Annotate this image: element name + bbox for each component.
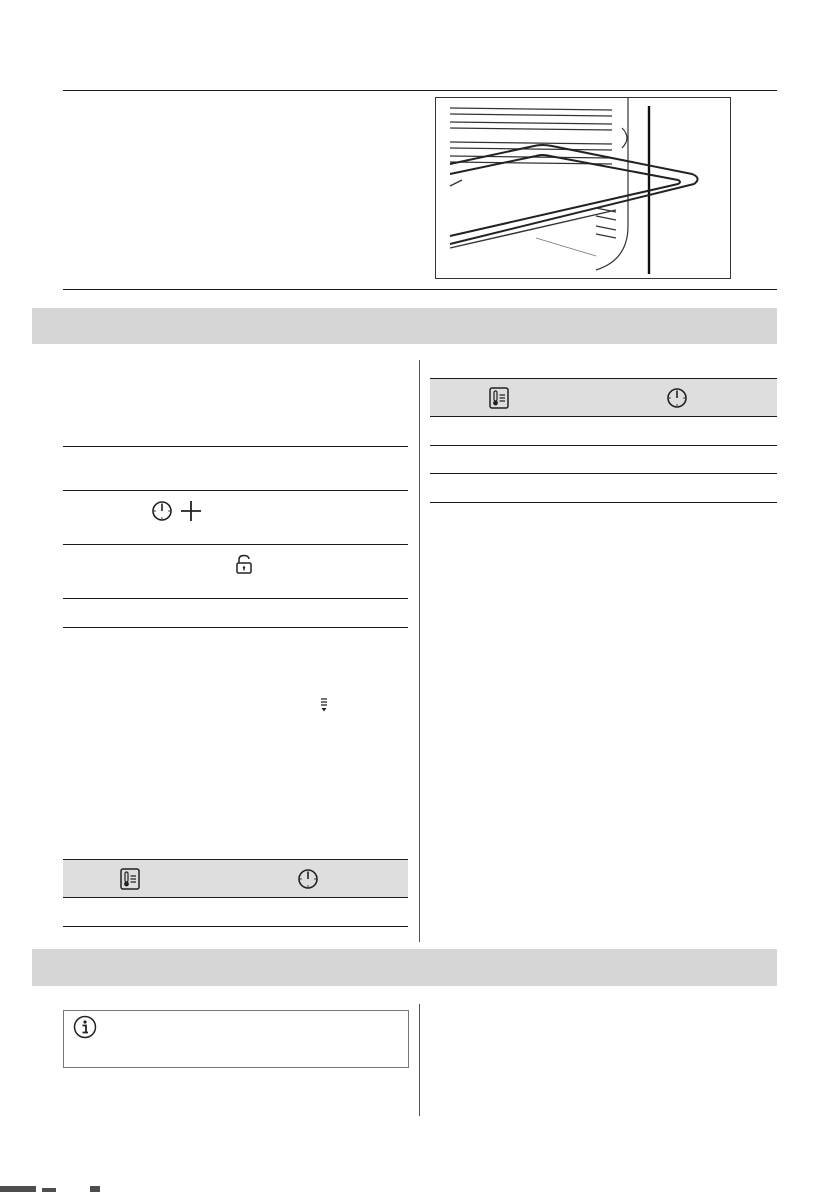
section-heading-band [32,949,777,986]
figure-bottom-rule [63,289,777,290]
right-table-row-rule [430,445,777,446]
clock-icon [151,500,173,522]
right-table-header [430,378,777,417]
clock-icon [297,868,319,890]
steps-table-row-rule [63,598,408,599]
top-rule [63,90,777,91]
steps-table-row-rule [63,490,408,491]
plus-icon [179,499,203,523]
right-table-row-rule [430,473,777,474]
steps-table-row-rule [63,544,408,545]
section-heading-band [32,308,777,344]
left-table-bottom-rule [63,926,408,927]
right-table-bottom-rule [430,502,777,503]
meat-probe-icon [120,868,140,890]
meat-probe-icon [489,387,509,409]
clock-icon [666,387,688,409]
steps-table-bottom-rule [63,627,408,628]
unlock-icon [235,554,253,574]
right-table-header-rule [430,416,777,417]
steps-table-top-rule [63,446,408,447]
oven-tray-illustration [435,97,731,279]
heat-level-icon [320,697,328,713]
footer-mark [0,1186,36,1192]
column-divider [419,360,420,942]
left-table-header-rule [63,897,408,898]
info-icon [73,1015,97,1039]
left-table-header [63,859,408,898]
info-note [63,1010,409,1068]
column-divider [419,1004,420,1116]
footer-mark [42,1188,56,1192]
footer-mark [90,1186,100,1192]
